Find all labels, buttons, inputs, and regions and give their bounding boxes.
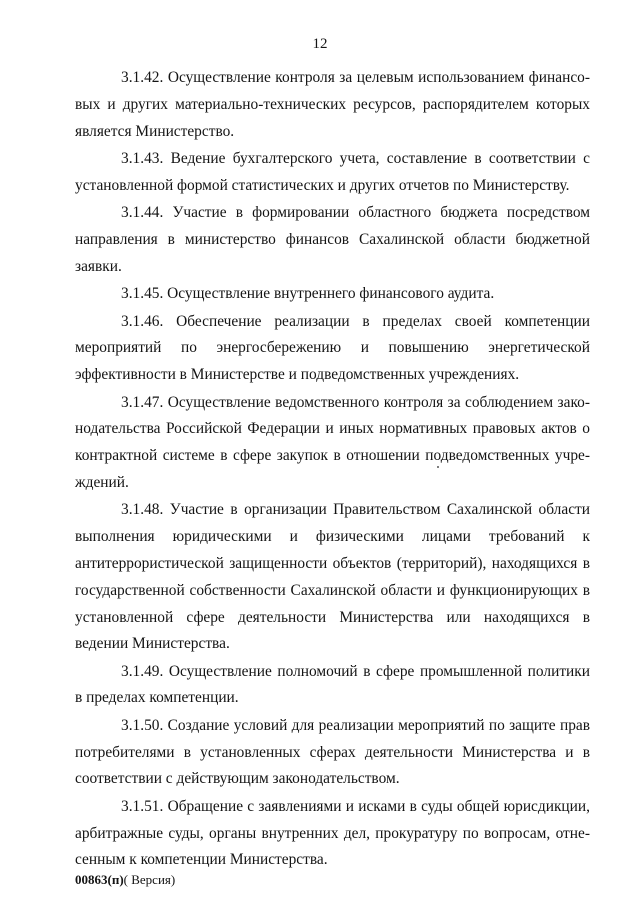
paragraph-3-1-43: 3.1.43. Ведение бухгалтерского учета, составление в соответствии с установленной формой статистических и других отчетов по Министерству.	[75, 149, 590, 194]
paragraph-3-1-47: 3.1.47. Осуществление ведомственного контроля за соблюдением законодательства Российской Федерации и иных нормативных правовых актов о контрактной системе в сфере закупок в отношении подведомственных учреждений.	[75, 393, 590, 491]
paragraph-3-1-49: 3.1.49. Осуществление полномочий в сфере промышленной политики в пределах компетенции.	[75, 662, 590, 707]
footer-version: ( Версия)	[123, 872, 176, 887]
paragraph-3-1-44: 3.1.44. Участие в формировании областного бюджета посредством направления в министерство финансов Сахалинской области бюджетной заявки.	[75, 204, 590, 275]
paragraph-3-1-46: 3.1.46. Обеспечение реализации в пределах своей компетенции мероприятий по энергосбережению и повышению энергетической эффективности в Министерстве и подведомственных учреждениях.	[75, 312, 590, 384]
paragraph-3-1-50: 3.1.50. Создание условий для реализации мероприятий по защите прав потребителями в установленных сферах деятельности Министерства и в соответствии с действующим законодательством.	[75, 716, 590, 788]
page-number: 12	[312, 36, 328, 52]
scan-speck	[437, 466, 439, 468]
document-body	[75, 65, 590, 875]
paragraph-3-1-48: 3.1.48. Участие в организации Правительством Сахалинской области выполнения юридическими и физическими лицами требований к антитеррористической защищенности объектов (территорий), находящихся в государственной собственности Сахалинской области и функционирующих в установленной сфере деятельности Министерства или находящихся в ведении Министерства.	[75, 501, 590, 653]
footer-document-code	[75, 872, 175, 888]
paragraph-3-1-45: 3.1.45. Осуществление внутреннего финансового аудита.	[121, 285, 495, 303]
footer-code: 00863(п)	[75, 872, 124, 887]
paragraph-3-1-42: 3.1.42. Осуществление контроля за целевым использованием финансовых и других материально-технических ресурсов, распорядителем которых является Министерство.	[75, 69, 590, 140]
paragraph-3-1-51: 3.1.51. Обращение с заявлениями и исками в суды общей юрисдикции, арбитражные суды, органы внутренних дел, прокуратуру по вопросам, отнесенным к компетенции Министерства.	[75, 797, 590, 869]
